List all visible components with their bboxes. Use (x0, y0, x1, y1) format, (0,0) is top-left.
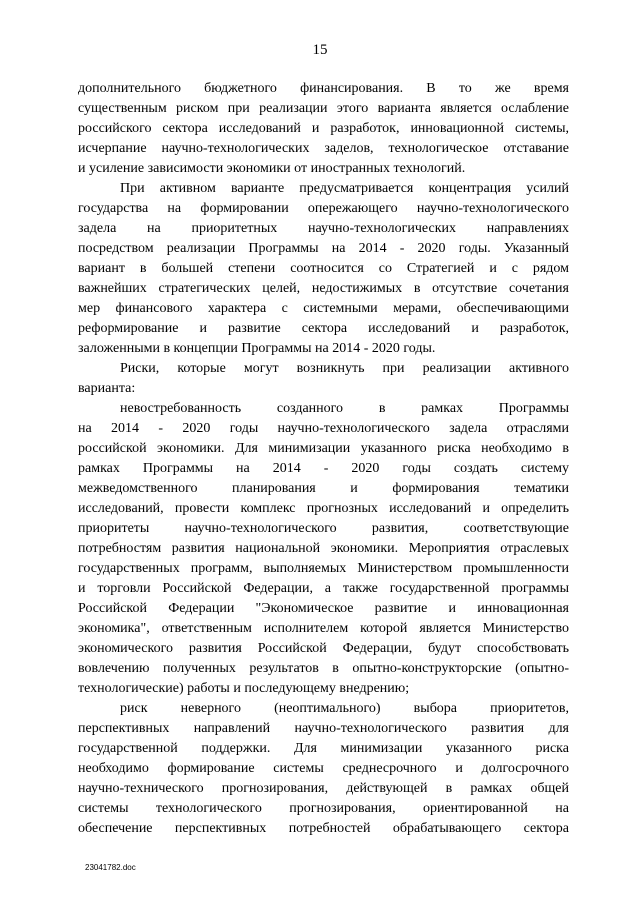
text-line: мер финансового характера с системными мерами, обеспечивающими (78, 301, 569, 316)
text-line: необходимо формирование системы среднесрочного и долгосрочного (78, 761, 569, 776)
text-line: реформирование и развитие сектора исследований и разработок, (78, 321, 569, 336)
text-line: экономического развития Российской Федерации, будут способствовать (78, 641, 569, 656)
text-line: варианта: (78, 381, 136, 396)
text-line: технологические) работы и последующему внедрению; (78, 681, 410, 696)
text-line: системы технологического прогнозирования, ориентированной на (78, 801, 569, 816)
text-line: дополнительного бюджетного финансирования. В то же время (78, 81, 569, 96)
text-line: вариант в большей степени соотносится со Стратегией и с рядом (78, 261, 569, 276)
text-line: перспективных направлений научно-технологического развития для (78, 721, 569, 736)
text-line: российской экономики. Для минимизации указанного риска необходимо в (78, 441, 569, 456)
text-line: на 2014 - 2020 годы научно-технологического задела отраслями (78, 421, 569, 436)
text-line: потребностям развития национальной экономики. Мероприятия отраслевых (78, 541, 569, 556)
text-line: риск неверного (неоптимального) выбора приоритетов, (120, 701, 569, 716)
text-line: обеспечение перспективных потребностей обрабатывающего сектора (78, 821, 569, 836)
text-line: важнейших стратегических целей, недостижимых в отсутствие сочетания (78, 281, 569, 296)
page-number: 15 (312, 42, 328, 58)
text-line: рамках Программы на 2014 - 2020 годы создать систему (78, 461, 569, 476)
text-line: посредством реализации Программы на 2014 - 2020 годы. Указанный (78, 241, 569, 256)
text-line: экономика", ответственным исполнителем которой является Министерство (78, 621, 569, 636)
text-line: исчерпание научно-технологических заделов, технологическое отставание (78, 141, 569, 156)
text-line: и усиление зависимости экономики от иностранных технологий. (78, 161, 466, 176)
text-line: приоритеты научно-технологического развития, соответствующие (78, 521, 569, 536)
text-line: существенным риском при реализации этого варианта является ослабление (78, 101, 569, 116)
text-line: и торговли Российской Федерации, а также государственной программы (78, 581, 569, 596)
text-line: государства на формировании опережающего научно-технологического (78, 201, 569, 216)
text-line: задела на приоритетных научно-технологических направлениях (78, 221, 569, 236)
text-line: При активном варианте предусматривается концентрация усилий (120, 181, 569, 196)
text-line: исследований, провести комплекс прогнозных исследований и определить (78, 501, 569, 516)
footer-filename: 23041782.doc (85, 863, 136, 872)
text-line: государственных программ, выполняемых Министерством промышленности (78, 561, 569, 576)
text-line: Риски, которые могут возникнуть при реализации активного (120, 361, 569, 376)
text-line: межведомственного планирования и формирования тематики (78, 481, 569, 496)
text-line: вовлечению полученных результатов в опытно-конструкторские (опытно- (78, 661, 569, 676)
text-line: невостребованность созданного в рамках Программы (120, 401, 569, 416)
text-line: российского сектора исследований и разработок, инновационной системы, (78, 121, 569, 136)
text-line: государственной поддержки. Для минимизации указанного риска (78, 741, 569, 756)
body-text (78, 79, 569, 839)
text-line: научно-технического прогнозирования, действующей в рамках общей (78, 781, 569, 796)
text-line: заложенными в концепции Программы на 2014 - 2020 годы. (78, 341, 436, 356)
text-line: Российской Федерации "Экономическое развитие и инновационная (78, 601, 569, 616)
